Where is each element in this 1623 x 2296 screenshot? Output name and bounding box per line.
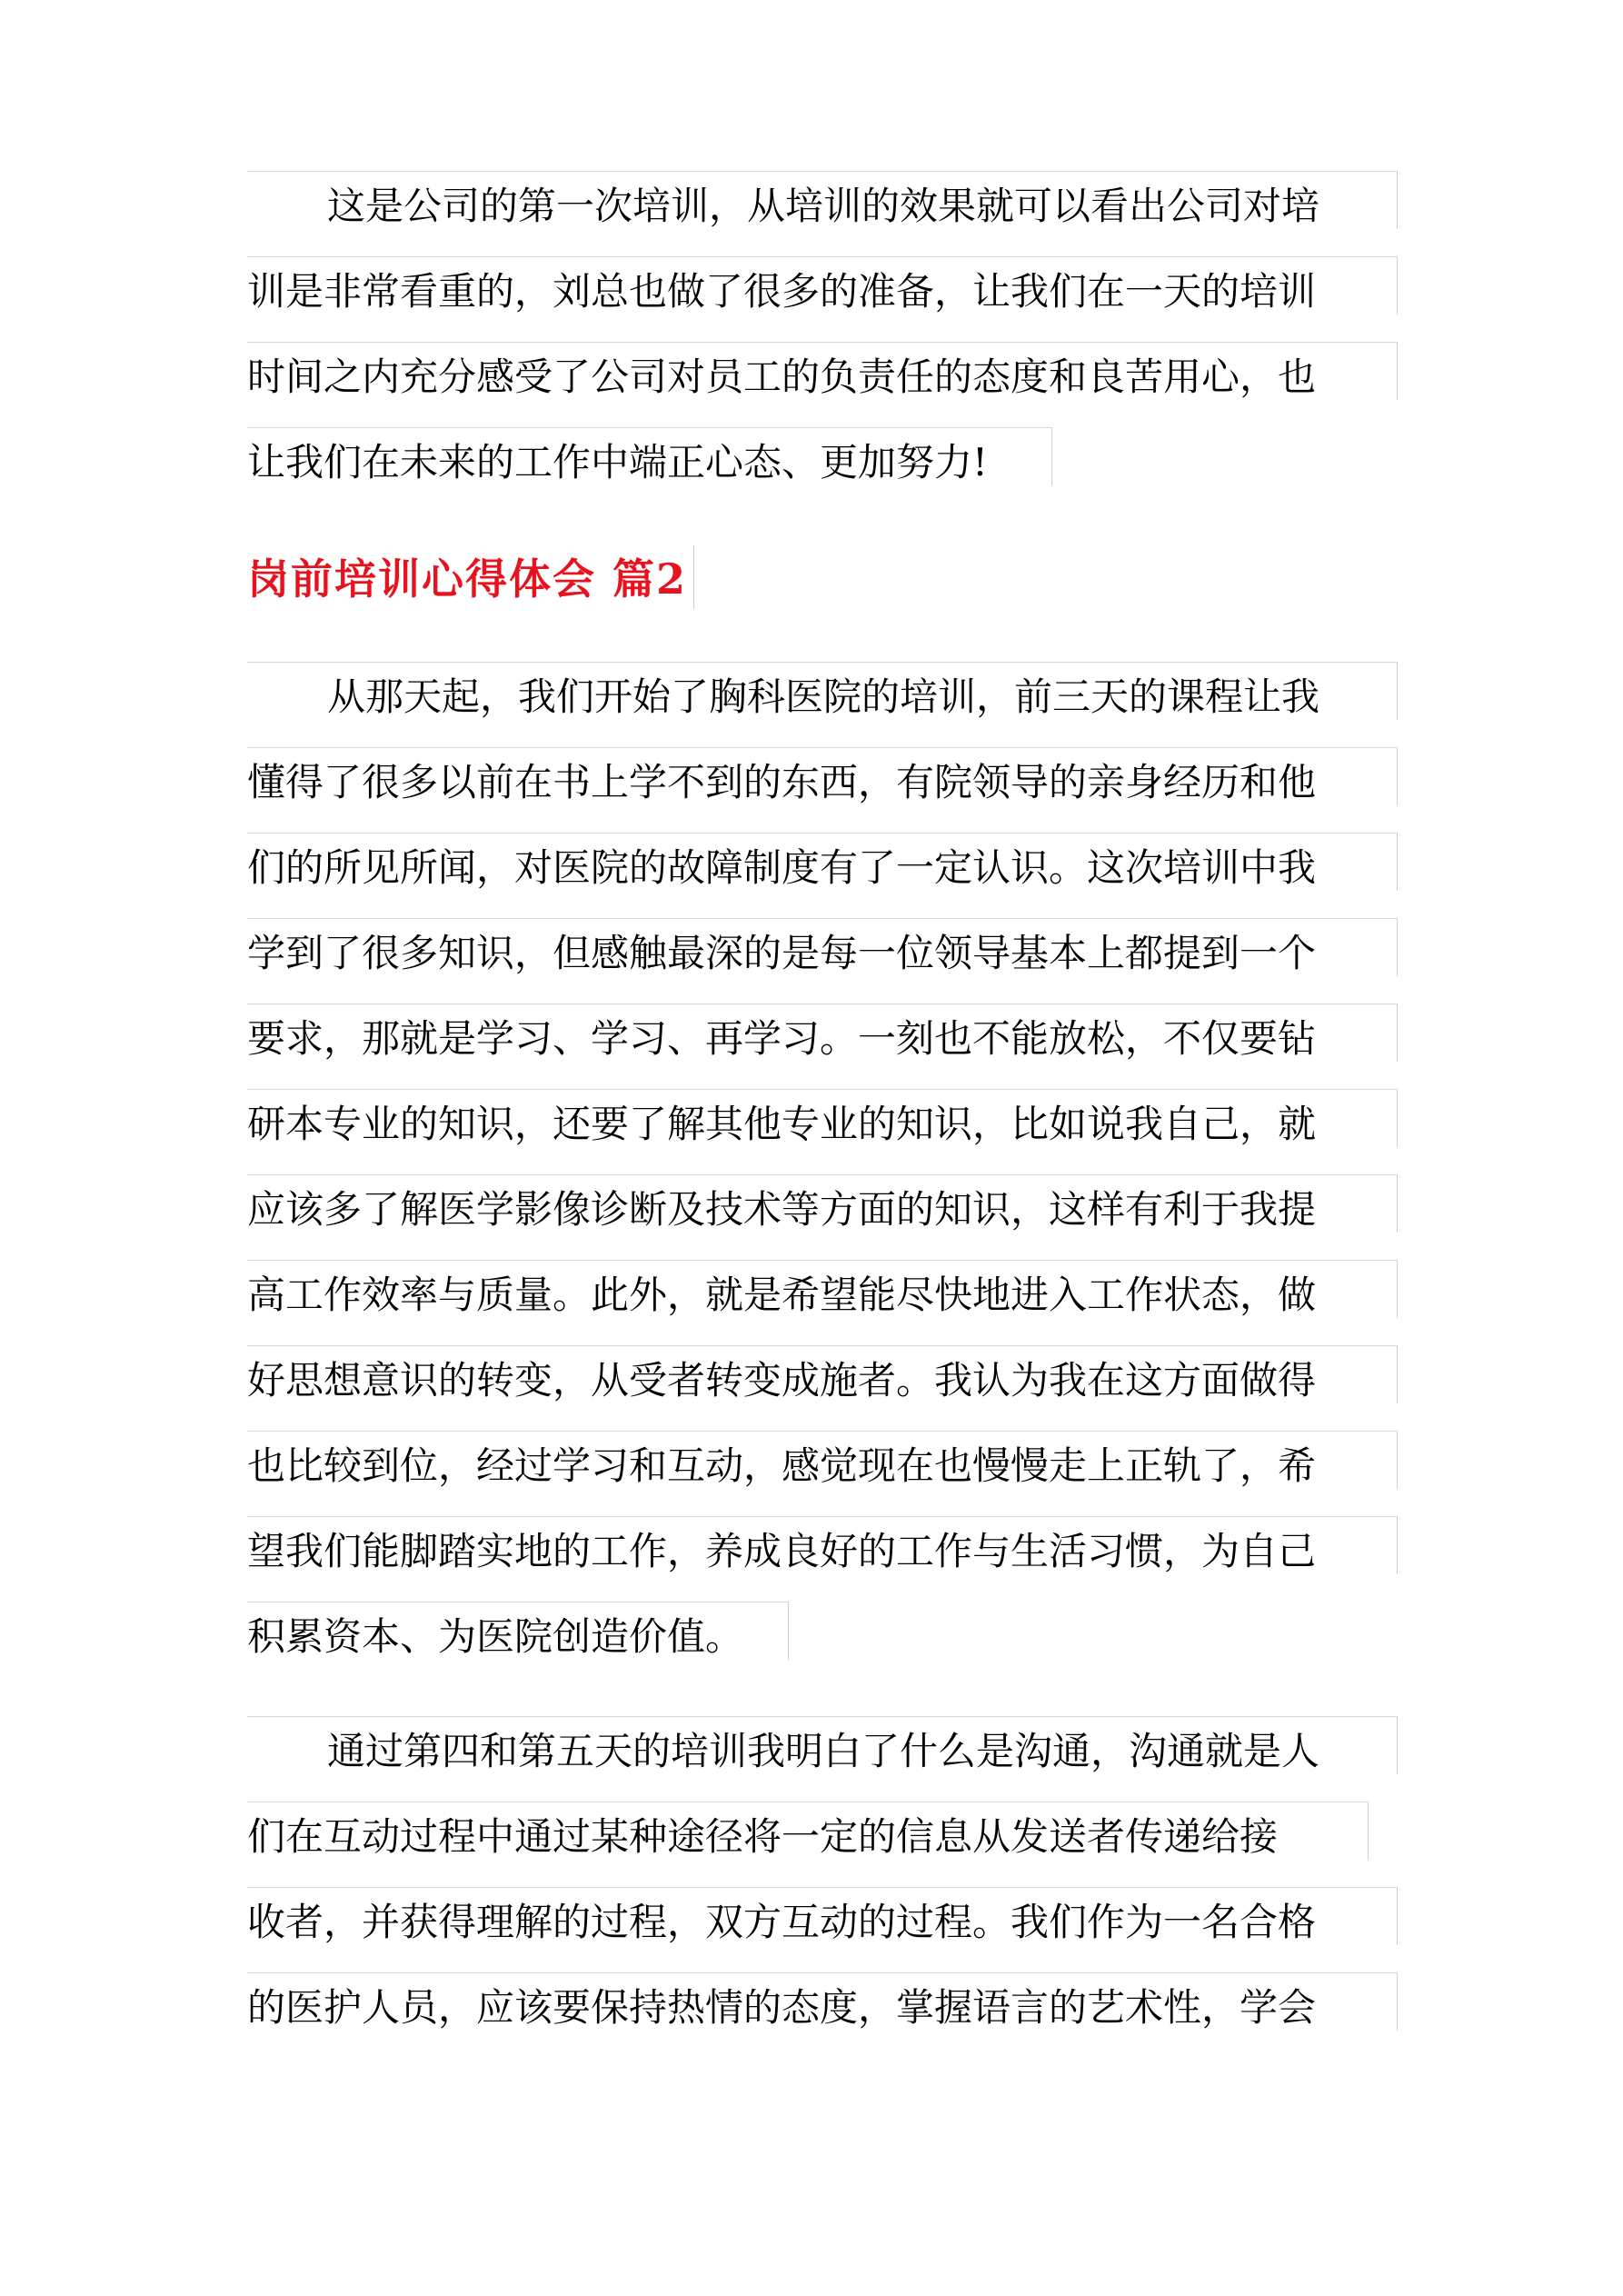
- line-text: 从那天起，我们开始了胸科医院的培训，前三天的课程让我: [327, 674, 1320, 719]
- paragraph-3: [247, 1709, 1392, 2051]
- line-text: 这是公司的第一次培训，从培训的效果就可以看出公司对培: [327, 184, 1320, 228]
- paragraph-line: [247, 164, 1392, 249]
- line-text: 通过第四和第五天的培训我明白了什么是沟通，沟通就是人: [327, 1729, 1320, 1773]
- line-text: 收者，并获得理解的过程，双方互动的过程。我们作为一名合格: [247, 1900, 1317, 1944]
- paragraph-line: [247, 249, 1392, 334]
- paragraph-line: [247, 825, 1392, 911]
- line-text: 们的所见所闻，对医院的故障制度有了一定认识。这次培训中我: [247, 845, 1317, 890]
- line-text: 好思想意识的转变，从受者转变成施者。我认为我在这方面做得: [247, 1358, 1317, 1403]
- paragraph-line: [247, 1794, 1363, 1880]
- line-text: 积累资本、为医院创造价值。: [247, 1614, 744, 1659]
- line-text: 高工作效率与质量。此外，就是希望能尽快地进入工作状态，做: [247, 1273, 1317, 1317]
- line-text: 时间之内充分感受了公司对员工的负责任的态度和良苦用心，也: [247, 354, 1317, 399]
- paragraph-line: [247, 1965, 1392, 2051]
- paragraph-line: [247, 740, 1392, 825]
- paragraph-line: [247, 1509, 1392, 1594]
- line-text: 学到了很多知识，但感触最深的是每一位领导基本上都提到一个: [247, 931, 1317, 975]
- paragraph-line: [247, 1338, 1392, 1423]
- paragraph-line: [247, 911, 1392, 996]
- paragraph-line: [247, 1880, 1392, 1965]
- line-text: 也比较到位，经过学习和互动，感觉现在也慢慢走上正轨了，希: [247, 1443, 1317, 1488]
- heading-text: 岗前培训心得体会 篇2: [247, 554, 688, 604]
- paragraph-line: [247, 1082, 1392, 1167]
- section-heading: [247, 536, 687, 622]
- line-text: 应该多了解医学影像诊断及技术等方面的知识，这样有利于我提: [247, 1187, 1317, 1232]
- line-text: 望我们能脚踏实地的工作，养成良好的工作与生活习惯，为自己: [247, 1529, 1317, 1573]
- paragraph-line: [247, 1594, 783, 1680]
- paragraph-line: [247, 1253, 1392, 1338]
- paragraph-line: [247, 334, 1392, 420]
- paragraph-line: [247, 420, 1047, 505]
- paragraph-line: [247, 654, 1392, 740]
- paragraph-1: [247, 164, 1392, 505]
- line-text: 们在互动过程中通过某种途径将一定的信息从发送者传递给接: [247, 1814, 1279, 1859]
- paragraph-line: [247, 1167, 1392, 1253]
- line-text: 懂得了很多以前在书上学不到的东西，有院领导的亲身经历和他: [247, 760, 1317, 804]
- line-text: 的医护人员，应该要保持热情的态度，掌握语言的艺术性，学会: [247, 1985, 1317, 2030]
- paragraph-line: [247, 1709, 1392, 1794]
- paragraph-line: [247, 1423, 1392, 1509]
- paragraph-line: [247, 996, 1392, 1082]
- line-text: 研本专业的知识，还要了解其他专业的知识，比如说我自己，就: [247, 1102, 1317, 1146]
- line-text: 训是非常看重的，刘总也做了很多的准备，让我们在一天的培训: [247, 269, 1317, 314]
- line-text: 让我们在未来的工作中端正心态、更加努力!: [247, 440, 988, 484]
- line-text: 要求，那就是学习、学习、再学习。一刻也不能放松，不仅要钻: [247, 1016, 1317, 1061]
- paragraph-2: [247, 654, 1392, 1680]
